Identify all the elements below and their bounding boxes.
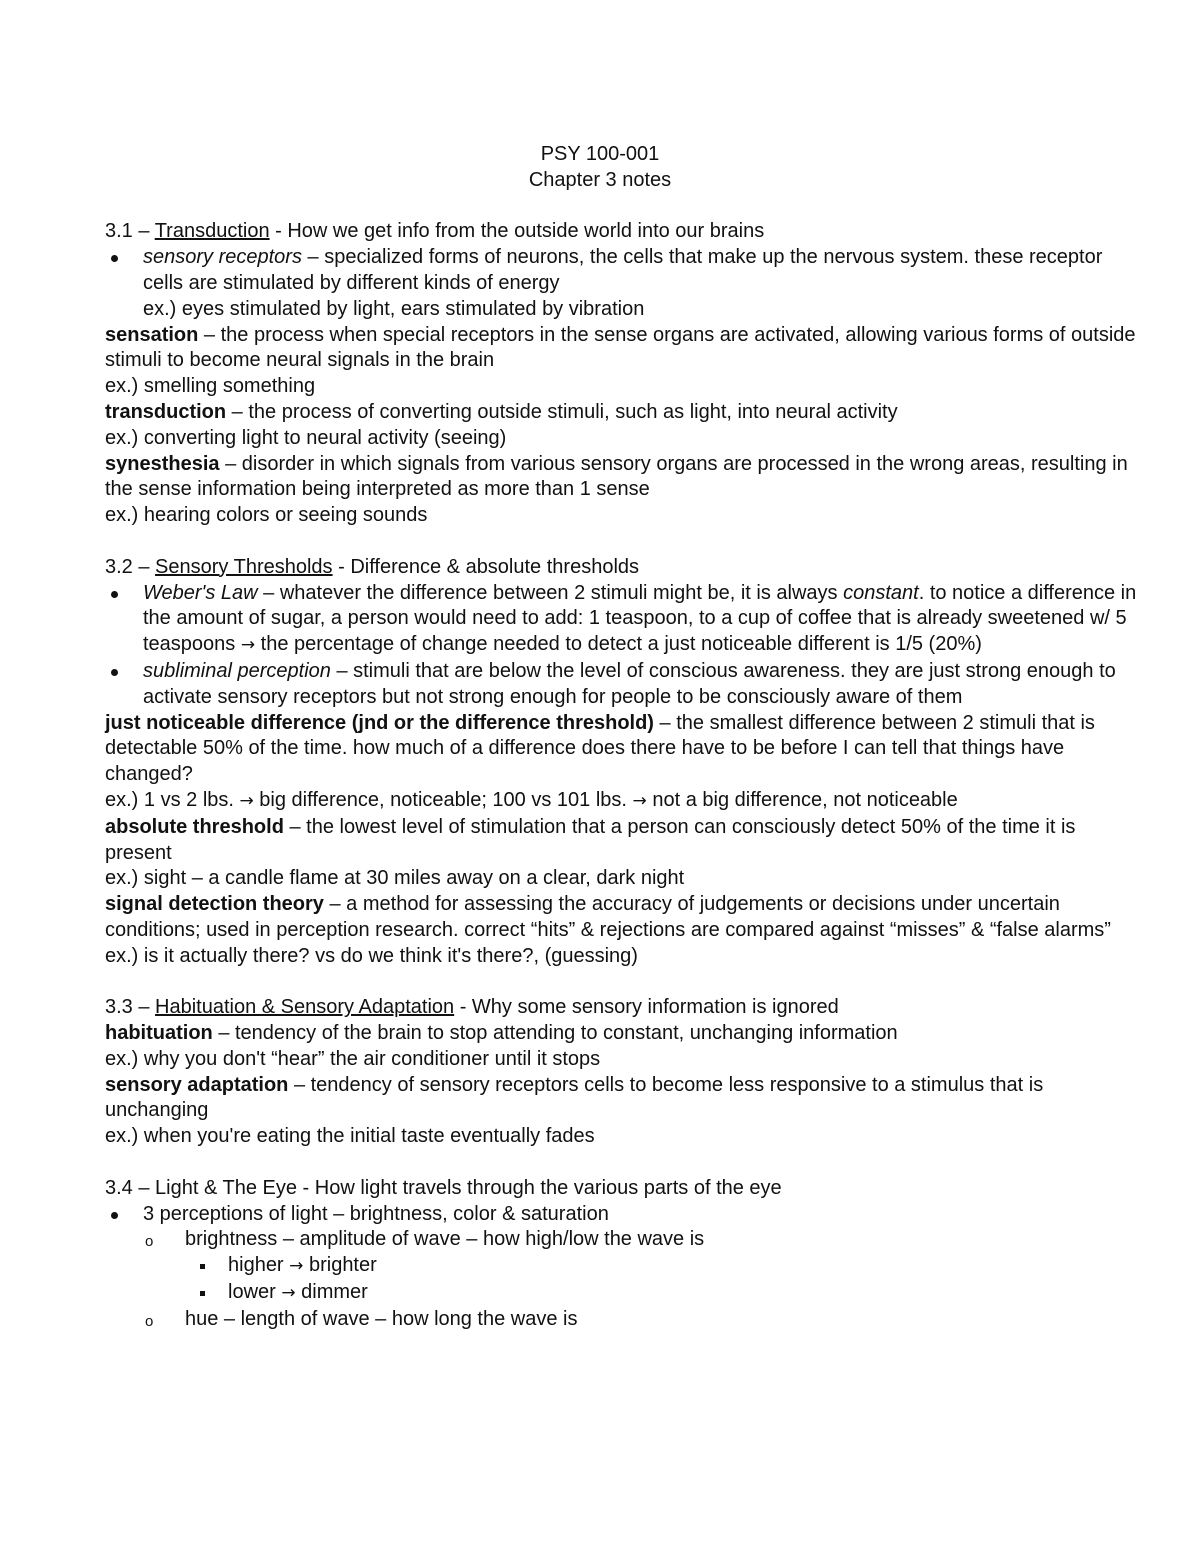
example-text: ex.) 1 vs 2 lbs. <box>105 788 240 811</box>
term: signal detection theory <box>105 893 324 916</box>
square-bullet-icon <box>200 1291 205 1296</box>
section-description: - How we get info from the outside world into our brains <box>269 220 765 243</box>
section-3-3-heading <box>105 995 1140 1021</box>
definition-sensation <box>105 323 1140 375</box>
example: ex.) sight – a candle flame at 30 miles away on a clear, dark night <box>105 867 685 890</box>
term: transduction <box>105 400 227 423</box>
bullet-perceptions-of-light <box>105 1202 1140 1228</box>
example-jnd <box>105 788 1140 815</box>
bullet-text: 3 perceptions of light – brightness, color & saturation <box>143 1202 609 1225</box>
arrow-right-icon: → <box>239 790 254 811</box>
bullet-text: dimmer <box>295 1281 368 1304</box>
term: synesthesia <box>105 452 220 475</box>
course-title: PSY 100-001 <box>540 143 660 165</box>
section-number: 3.3 – <box>105 996 156 1019</box>
arrow-right-icon: → <box>632 790 647 811</box>
arrow-right-icon: → <box>281 1283 296 1304</box>
example: ex.) is it actually there? vs do we think it's there?, (guessing) <box>105 944 638 967</box>
subsubbullet-lower <box>105 1280 1140 1307</box>
section-3-1-heading <box>105 219 1140 245</box>
bullet-subliminal-perception <box>105 659 1140 711</box>
section-description: - Why some sensory information is ignored <box>454 996 839 1019</box>
example-text: big difference, noticeable; 100 vs 101 lbs. <box>253 788 633 811</box>
definition-synesthesia <box>105 452 1140 504</box>
section-number: 3.1 – <box>105 220 155 243</box>
section-title: Transduction <box>154 220 270 243</box>
definition: – a method for assessing the accuracy of judgements or decisions under uncertain conditions; used in perception research. correct “hits” & rejections are compared against “misses” & “false alarms” <box>105 893 1111 941</box>
definition: – the process when special receptors in the sense organs are activated, allowing various forms of outside stimuli to become neural signals in the brain <box>105 323 1136 372</box>
definition: the percentage of change needed to detect a just noticeable different is 1/5 (20%) <box>255 633 982 656</box>
section-title: Sensory Thresholds <box>155 555 333 578</box>
definition-transduction <box>105 400 1140 426</box>
chapter-subtitle: Chapter 3 notes <box>528 168 672 191</box>
definition: – whatever the difference between 2 stimuli might be, it is always <box>257 581 844 604</box>
term: habituation <box>105 1022 213 1045</box>
example: ex.) hearing colors or seeing sounds <box>105 504 428 527</box>
definition: – stimuli that are below the level of conscious awareness. they are just strong enough to activate sensory receptors but not strong enough for people to be consciously aware of them <box>143 659 1116 708</box>
bullet-webers-law <box>105 581 1140 659</box>
definition-jnd <box>105 711 1140 788</box>
section-number: 3.2 – <box>105 555 156 578</box>
bullet-dot-icon <box>111 1212 118 1219</box>
term: absolute threshold <box>105 815 284 838</box>
definition-habituation <box>105 1021 1140 1047</box>
bullet-dot-icon <box>111 255 118 262</box>
example: ex.) when you're eating the initial taste eventually fades <box>105 1125 595 1148</box>
term: subliminal perception <box>143 659 331 682</box>
bullet-text: higher <box>228 1254 290 1277</box>
bullet-dot-icon <box>111 591 118 598</box>
term: sensory receptors <box>143 246 302 269</box>
bullet-text: hue – length of wave – how long the wave is <box>185 1307 578 1330</box>
definition: – the smallest difference between 2 stimuli that is detectable 50% of the time. how much of a difference does there have to be before I can tell that things have changed? <box>105 711 1095 786</box>
section-title: Habituation & Sensory Adaptation <box>155 996 455 1019</box>
section-3-2-heading <box>105 555 1140 581</box>
example: ex.) eyes stimulated by light, ears stimulated by vibration <box>143 297 645 320</box>
term: Weber's Law <box>143 581 258 604</box>
subbullet-brightness <box>105 1227 1140 1253</box>
section-description: - Difference & absolute thresholds <box>332 555 640 578</box>
circle-bullet-icon: o <box>145 1233 154 1251</box>
bullet-dot-icon <box>111 669 118 676</box>
definition-absolute-threshold <box>105 815 1140 867</box>
circle-bullet-icon: o <box>145 1312 154 1330</box>
section-3-4-heading: 3.4 – Light & The Eye - How light travels through the various parts of the eye <box>105 1176 782 1199</box>
definition: . to notice a difference in the amount of sugar, a person would need to add: 1 teaspoon, to a cup of coffee that is already sweetened w/ 5 teaspoons <box>143 581 1137 656</box>
example: ex.) smelling something <box>105 375 316 398</box>
term: sensation <box>105 323 199 346</box>
arrow-right-icon: → <box>289 1256 304 1277</box>
example: ex.) why you don't “hear” the air conditioner until it stops <box>105 1047 601 1070</box>
definition: – specialized forms of neurons, the cells that make up the nervous system. these receptor cells are stimulated by different kinds of energy <box>143 246 1103 294</box>
definition: – the lowest level of stimulation that a person can consciously detect 50% of the time it is present <box>105 815 1076 864</box>
subsubbullet-higher <box>105 1253 1140 1280</box>
term: sensory adaptation <box>105 1073 289 1096</box>
definition: – the process of converting outside stimuli, such as light, into neural activity <box>226 400 898 423</box>
definition: – tendency of sensory receptors cells to become less responsive to a stimulus that is unchanging <box>105 1073 1044 1122</box>
definition-signal-detection <box>105 892 1140 944</box>
bullet-text: brighter <box>303 1254 377 1277</box>
square-bullet-icon <box>200 1264 205 1269</box>
arrow-right-icon: → <box>240 635 256 656</box>
term: just noticeable difference (jnd or the difference threshold) <box>105 711 654 734</box>
bullet-text: lower <box>228 1281 282 1304</box>
subbullet-hue <box>105 1307 1140 1333</box>
example: ex.) converting light to neural activity (seeing) <box>105 426 507 449</box>
definition: – disorder in which signals from various sensory organs are processed in the wrong areas, resulting in the sense information being interpreted as more than 1 sense <box>105 452 1128 501</box>
bullet-text: brightness – amplitude of wave – how high/low the wave is <box>185 1228 705 1251</box>
definition: – tendency of the brain to stop attending to constant, unchanging information <box>212 1022 898 1045</box>
definition-sensory-adaptation <box>105 1073 1140 1125</box>
bullet-sensory-receptors <box>105 245 1140 322</box>
example-text: not a big difference, not noticeable <box>646 788 958 811</box>
emphasis: constant <box>843 581 919 604</box>
